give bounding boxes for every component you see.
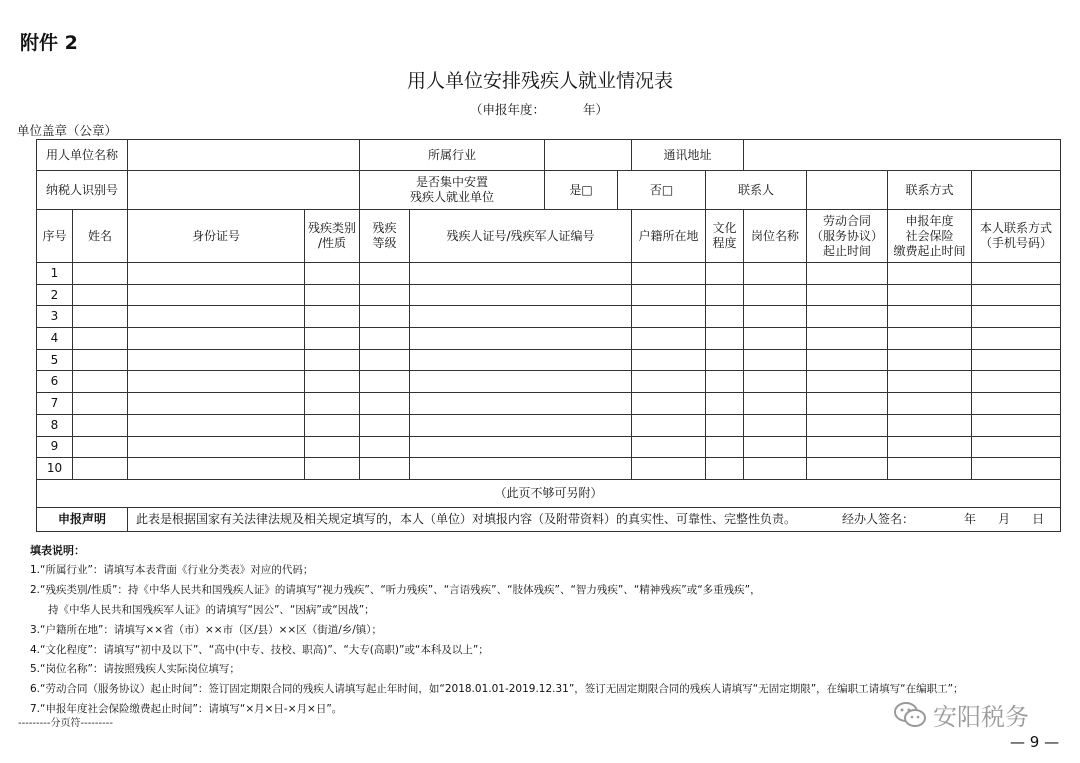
table-row bbox=[37, 371, 1061, 393]
id-number-cell[interactable] bbox=[128, 436, 305, 458]
col-phone bbox=[972, 210, 1061, 263]
education-cell[interactable] bbox=[706, 306, 744, 328]
phone-cell[interactable] bbox=[972, 371, 1061, 393]
col-name: 姓名 bbox=[73, 210, 128, 263]
disability-level-cell[interactable] bbox=[360, 306, 410, 328]
yes-checkbox[interactable]: 是□ bbox=[545, 171, 618, 210]
address-label: 通讯地址 bbox=[632, 140, 744, 171]
watermark-text: 安阳税务 bbox=[933, 703, 1029, 731]
declaration-text: 此表是根据国家有关法律法规及相关规定填写的，本人（单位）对填报内容（及附带资料）的真实性、可靠性、完整性负责。 bbox=[136, 511, 797, 526]
col-insurance-line-2: 社会保险 bbox=[905, 228, 954, 243]
insurance-cell[interactable] bbox=[888, 458, 972, 480]
certificate-number-cell[interactable] bbox=[410, 263, 632, 285]
instructions-title: 填表说明： bbox=[30, 544, 85, 557]
col-insurance-line-1: 申报年度 bbox=[905, 213, 954, 228]
date-fields[interactable] bbox=[964, 512, 1044, 526]
id-number-cell[interactable] bbox=[128, 414, 305, 436]
employment-form-table bbox=[36, 139, 1061, 532]
table-row bbox=[37, 349, 1061, 371]
row-number: 6 bbox=[37, 371, 73, 393]
contract-cell[interactable] bbox=[807, 458, 888, 480]
name-cell[interactable] bbox=[73, 284, 128, 306]
day-label: 日 bbox=[1032, 511, 1045, 526]
stamp-label: 单位盖章（公章） bbox=[17, 123, 118, 138]
phone-cell[interactable] bbox=[972, 328, 1061, 350]
name-cell[interactable] bbox=[73, 371, 128, 393]
certificate-number-cell[interactable] bbox=[410, 458, 632, 480]
col-contract-line-3: 起止时间 bbox=[823, 243, 872, 258]
col-contract bbox=[807, 210, 888, 263]
centralized-line-2: 残疾人就业单位 bbox=[410, 190, 495, 204]
phone-cell[interactable] bbox=[972, 393, 1061, 415]
instruction-item: 2.“残疾类别/性质”：持《中华人民共和国残疾人证》的请填写“视力残疾”、“听力残疾”、“言语残疾”、“肢体残疾”、“智力残疾”、“精神残疾”或“多重残疾”， bbox=[30, 583, 761, 596]
row-number: 9 bbox=[37, 436, 73, 458]
col-education-line-1: 文化 bbox=[712, 221, 737, 235]
instruction-item: 1.“所属行业”：请填写本表背面《行业分类表》对应的代码； bbox=[30, 563, 314, 576]
instructions bbox=[30, 541, 964, 720]
name-cell[interactable] bbox=[73, 393, 128, 415]
post-cell[interactable] bbox=[744, 349, 807, 371]
hukou-cell[interactable] bbox=[632, 284, 706, 306]
post-cell[interactable] bbox=[744, 263, 807, 285]
certificate-number-cell[interactable] bbox=[410, 328, 632, 350]
insurance-cell[interactable] bbox=[888, 328, 972, 350]
declaration-year bbox=[470, 100, 608, 118]
employer-name-label: 用人单位名称 bbox=[37, 140, 128, 171]
row-number: 2 bbox=[37, 284, 73, 306]
contract-cell[interactable] bbox=[807, 328, 888, 350]
education-cell[interactable] bbox=[706, 349, 744, 371]
certificate-number-cell[interactable] bbox=[410, 284, 632, 306]
post-cell[interactable] bbox=[744, 414, 807, 436]
row-number: 1 bbox=[37, 263, 73, 285]
phone-cell[interactable] bbox=[972, 414, 1061, 436]
row-number: 8 bbox=[37, 414, 73, 436]
declaration-label: 申报声明 bbox=[37, 507, 128, 531]
insurance-cell[interactable] bbox=[888, 414, 972, 436]
col-disability-level-line-2: 等级 bbox=[372, 236, 397, 250]
hukou-cell[interactable] bbox=[632, 458, 706, 480]
insurance-cell[interactable] bbox=[888, 306, 972, 328]
name-cell[interactable] bbox=[73, 349, 128, 371]
taxpayer-id-field[interactable] bbox=[128, 171, 360, 210]
post-cell[interactable] bbox=[744, 328, 807, 350]
instruction-item: 3.“户籍所在地”：请填写××省（市）××市（区/县）××区（街道/乡/镇）； bbox=[30, 623, 383, 636]
contact-method-field[interactable] bbox=[972, 171, 1061, 210]
form-title: 用人单位安排残疾人就业情况表 bbox=[406, 70, 673, 92]
phone-cell[interactable] bbox=[972, 263, 1061, 285]
industry-field[interactable] bbox=[545, 140, 632, 171]
industry-label: 所属行业 bbox=[360, 140, 545, 171]
disability-level-cell[interactable] bbox=[360, 349, 410, 371]
col-insurance-line-3: 缴费起止时间 bbox=[893, 243, 966, 258]
disability-level-cell[interactable] bbox=[360, 436, 410, 458]
certificate-number-cell[interactable] bbox=[410, 414, 632, 436]
insurance-cell[interactable] bbox=[888, 349, 972, 371]
page-note: （此页不够可另附） bbox=[37, 479, 1061, 507]
page-number: — 9 — bbox=[1010, 733, 1060, 751]
id-number-cell[interactable] bbox=[128, 306, 305, 328]
instruction-item: 4.“文化程度”：请填写“初中及以下”、“高中(中专、技校、职高)”、“大专(高职)”或“本科及以上”； bbox=[30, 643, 489, 656]
education-cell[interactable] bbox=[706, 393, 744, 415]
instruction-item: 6.“劳动合同（服务协议）起止时间”：签订固定期限合同的残疾人请填写起止年时间，如“2018.01.01-2019.12.31”，签订无固定期限合同的残疾人请填写“无固定期限”，在编职工请填写“在编职工”； bbox=[30, 683, 964, 696]
col-post: 岗位名称 bbox=[744, 210, 807, 263]
disability-type-cell[interactable] bbox=[305, 349, 360, 371]
row-number: 5 bbox=[37, 349, 73, 371]
col-phone-line-1: 本人联系方式 bbox=[980, 221, 1053, 235]
table-row bbox=[37, 263, 1061, 285]
hukou-cell[interactable] bbox=[632, 263, 706, 285]
col-hukou: 户籍所在地 bbox=[632, 210, 706, 263]
contract-cell[interactable] bbox=[807, 371, 888, 393]
certificate-number-cell[interactable] bbox=[410, 436, 632, 458]
col-disability-type-line-1: 残疾类别 bbox=[308, 221, 357, 235]
disability-level-cell[interactable] bbox=[360, 284, 410, 306]
name-cell[interactable] bbox=[73, 436, 128, 458]
instruction-item: 7.“申报年度社会保险缴费起止时间”：请填写“×月×日-×月×日”。 bbox=[30, 703, 343, 716]
disability-type-cell[interactable] bbox=[305, 371, 360, 393]
phone-cell[interactable] bbox=[972, 436, 1061, 458]
post-cell[interactable] bbox=[744, 306, 807, 328]
contact-person-label: 联系人 bbox=[706, 171, 807, 210]
hukou-cell[interactable] bbox=[632, 393, 706, 415]
col-contract-line-1: 劳动合同 bbox=[823, 213, 872, 228]
contact-method-label: 联系方式 bbox=[888, 171, 972, 210]
row-number: 4 bbox=[37, 328, 73, 350]
employer-name-field[interactable] bbox=[128, 140, 360, 171]
disability-type-cell[interactable] bbox=[305, 393, 360, 415]
id-number-cell[interactable] bbox=[128, 284, 305, 306]
certificate-number-cell[interactable] bbox=[410, 371, 632, 393]
hukou-cell[interactable] bbox=[632, 306, 706, 328]
certificate-number-cell[interactable] bbox=[410, 393, 632, 415]
watermark bbox=[893, 697, 1029, 732]
col-phone-line-2: （手机号码） bbox=[980, 236, 1053, 250]
contract-cell[interactable] bbox=[807, 436, 888, 458]
education-cell[interactable] bbox=[706, 284, 744, 306]
contact-person-field[interactable] bbox=[807, 171, 888, 210]
contract-cell[interactable] bbox=[807, 284, 888, 306]
phone-cell[interactable] bbox=[972, 306, 1061, 328]
col-disability-level-line-1: 残疾 bbox=[372, 221, 397, 235]
contract-cell[interactable] bbox=[807, 349, 888, 371]
hukou-cell[interactable] bbox=[632, 436, 706, 458]
data-rows bbox=[37, 263, 1061, 480]
col-seq: 序号 bbox=[37, 210, 73, 263]
table-row bbox=[37, 393, 1061, 415]
id-number-cell[interactable] bbox=[128, 328, 305, 350]
attachment-label: 附件 2 bbox=[20, 32, 78, 54]
col-education bbox=[706, 210, 744, 263]
table-row bbox=[37, 284, 1061, 306]
col-disability-type bbox=[305, 210, 360, 263]
disability-type-cell[interactable] bbox=[305, 458, 360, 480]
col-id-number: 身份证号 bbox=[128, 210, 305, 263]
contract-cell[interactable] bbox=[807, 414, 888, 436]
hukou-cell[interactable] bbox=[632, 349, 706, 371]
certificate-number-cell[interactable] bbox=[410, 306, 632, 328]
id-number-cell[interactable] bbox=[128, 371, 305, 393]
phone-cell[interactable] bbox=[972, 284, 1061, 306]
id-number-cell[interactable] bbox=[128, 458, 305, 480]
post-cell[interactable] bbox=[744, 371, 807, 393]
table-row bbox=[37, 328, 1061, 350]
col-contract-line-2: （服务协议） bbox=[811, 228, 884, 243]
col-disability-type-line-2: /性质 bbox=[317, 236, 347, 250]
page-break-marker: ---------分页符--------- bbox=[18, 718, 113, 729]
insurance-cell[interactable] bbox=[888, 393, 972, 415]
name-cell[interactable] bbox=[73, 306, 128, 328]
year-label: 年 bbox=[964, 511, 977, 526]
column-header-row bbox=[37, 210, 1061, 263]
centralized-label bbox=[360, 171, 545, 210]
col-education-line-2: 程度 bbox=[712, 236, 737, 250]
insurance-cell[interactable] bbox=[888, 284, 972, 306]
education-cell[interactable] bbox=[706, 371, 744, 393]
disability-type-cell[interactable] bbox=[305, 414, 360, 436]
no-checkbox[interactable]: 否□ bbox=[618, 171, 706, 210]
table-row bbox=[37, 306, 1061, 328]
name-cell[interactable] bbox=[73, 263, 128, 285]
instruction-item: 5.“岗位名称”：请按照残疾人实际岗位填写； bbox=[30, 663, 240, 676]
signature-label: 经办人签名： bbox=[842, 511, 915, 526]
disability-level-cell[interactable] bbox=[360, 458, 410, 480]
id-number-cell[interactable] bbox=[128, 349, 305, 371]
education-cell[interactable] bbox=[706, 414, 744, 436]
post-cell[interactable] bbox=[744, 458, 807, 480]
centralized-line-1: 是否集中安置 bbox=[416, 175, 489, 189]
hukou-cell[interactable] bbox=[632, 414, 706, 436]
taxpayer-id-label: 纳税人识别号 bbox=[37, 171, 128, 210]
contract-cell[interactable] bbox=[807, 306, 888, 328]
address-field[interactable] bbox=[744, 140, 1061, 171]
month-label: 月 bbox=[998, 511, 1011, 526]
education-cell[interactable] bbox=[706, 458, 744, 480]
hukou-cell[interactable] bbox=[632, 328, 706, 350]
disability-type-cell[interactable] bbox=[305, 436, 360, 458]
phone-cell[interactable] bbox=[972, 458, 1061, 480]
name-cell[interactable] bbox=[73, 414, 128, 436]
id-number-cell[interactable] bbox=[128, 263, 305, 285]
insurance-cell[interactable] bbox=[888, 263, 972, 285]
disability-type-cell[interactable] bbox=[305, 306, 360, 328]
year-suffix: 年） bbox=[583, 102, 609, 117]
education-cell[interactable] bbox=[706, 263, 744, 285]
disability-type-cell[interactable] bbox=[305, 284, 360, 306]
col-certificate-number: 残疾人证号/残疾军人证编号 bbox=[410, 210, 632, 263]
id-number-cell[interactable] bbox=[128, 393, 305, 415]
education-cell[interactable] bbox=[706, 328, 744, 350]
disability-level-cell[interactable] bbox=[360, 263, 410, 285]
instruction-item: 持《中华人民共和国残疾军人证》的请填写“因公”、“因病”或“因战”； bbox=[48, 603, 375, 616]
contract-cell[interactable] bbox=[807, 393, 888, 415]
row-number: 3 bbox=[37, 306, 73, 328]
hukou-cell[interactable] bbox=[632, 371, 706, 393]
name-cell[interactable] bbox=[73, 458, 128, 480]
table-row bbox=[37, 436, 1061, 458]
table-row bbox=[37, 458, 1061, 480]
insurance-cell[interactable] bbox=[888, 436, 972, 458]
declaration-statement bbox=[128, 507, 1061, 531]
disability-level-cell[interactable] bbox=[360, 371, 410, 393]
certificate-number-cell[interactable] bbox=[410, 349, 632, 371]
insurance-cell[interactable] bbox=[888, 371, 972, 393]
disability-level-cell[interactable] bbox=[360, 328, 410, 350]
name-cell[interactable] bbox=[73, 328, 128, 350]
phone-cell[interactable] bbox=[972, 349, 1061, 371]
col-disability-level bbox=[360, 210, 410, 263]
contract-cell[interactable] bbox=[807, 263, 888, 285]
disability-level-cell[interactable] bbox=[360, 393, 410, 415]
post-cell[interactable] bbox=[744, 284, 807, 306]
education-cell[interactable] bbox=[706, 436, 744, 458]
row-number: 7 bbox=[37, 393, 73, 415]
disability-type-cell[interactable] bbox=[305, 263, 360, 285]
table-row bbox=[37, 414, 1061, 436]
post-cell[interactable] bbox=[744, 436, 807, 458]
year-prefix: （申报年度： bbox=[470, 102, 546, 117]
post-cell[interactable] bbox=[744, 393, 807, 415]
wechat-icon bbox=[893, 700, 927, 730]
disability-type-cell[interactable] bbox=[305, 328, 360, 350]
col-insurance bbox=[888, 210, 972, 263]
row-number: 10 bbox=[37, 458, 73, 480]
disability-level-cell[interactable] bbox=[360, 414, 410, 436]
